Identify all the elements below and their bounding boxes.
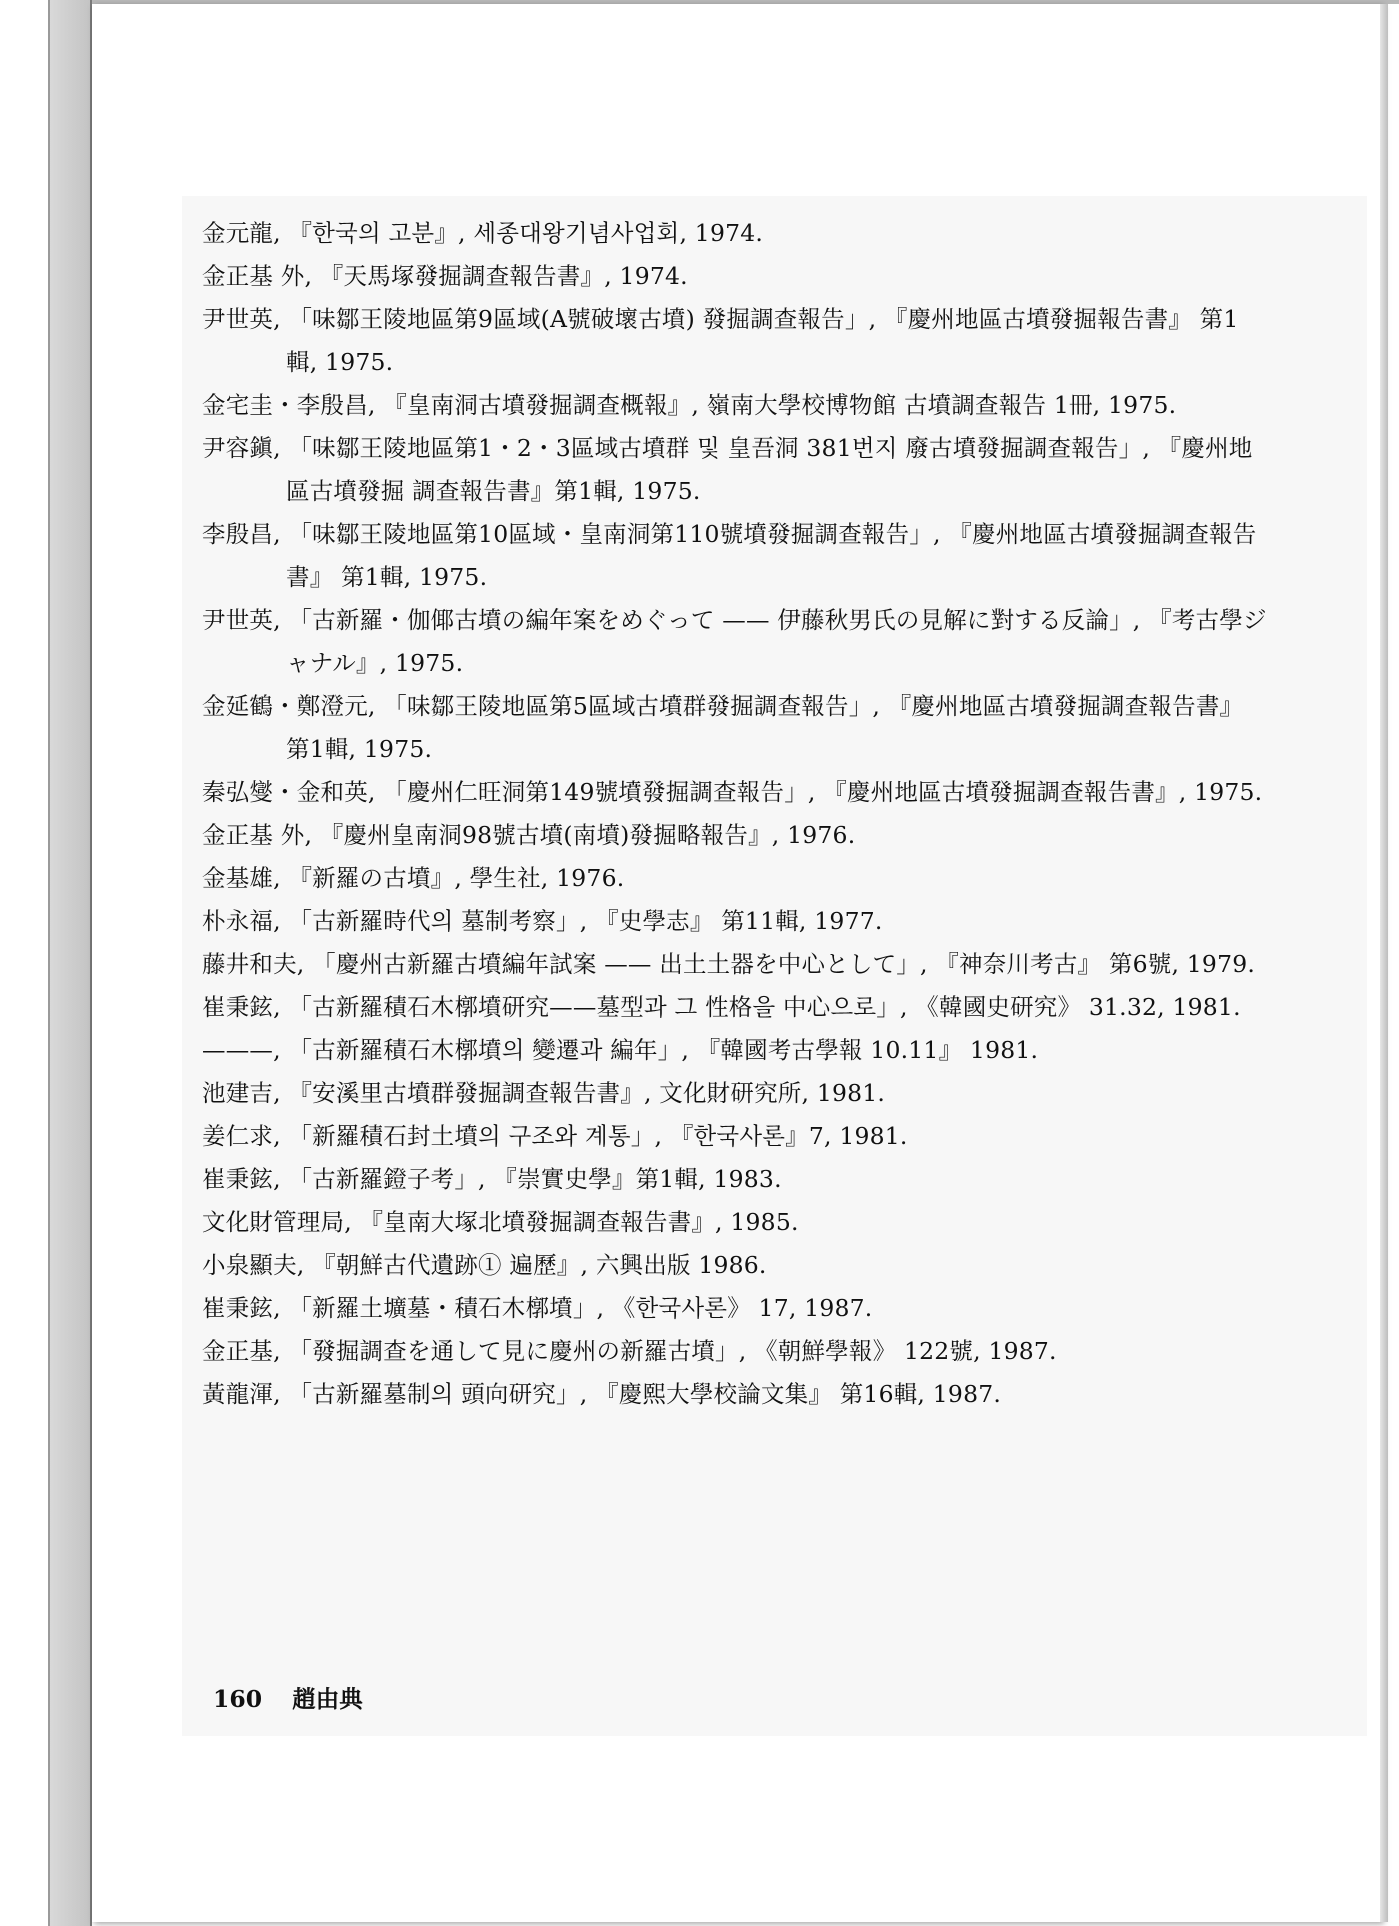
reference-item: 金正基 外, 『慶州皇南洞98號古墳(南墳)發掘略報告』, 1976. bbox=[202, 821, 856, 849]
reference-item: 尹世英, 「古新羅・伽倻古墳の編年案をめぐって —— 伊藤秋男氏の見解に對する反論」, 『考古學ジャナル』, 1975. bbox=[202, 606, 1267, 677]
reference-item: 金正基, 「發掘調查を通して見に慶州の新羅古墳」, 《朝鮮學報》 122號, 1987. bbox=[202, 1337, 1057, 1365]
reference-item: 崔秉鉉, 「古新羅積石木槨墳研究——墓型과 그 性格을 中心으로」, 《韓國史研究》 31.32, 1981. bbox=[202, 993, 1241, 1021]
reference-item: 金延鶴・鄭澄元, 「味鄒王陵地區第5區域古墳群發掘調查報告」, 『慶州地區古墳發掘調查報告書』 第1輯, 1975. bbox=[202, 692, 1244, 763]
page-edge-shadow bbox=[1380, 4, 1388, 1922]
reference-item: 金基雄, 『新羅の古墳』, 學生社, 1976. bbox=[202, 864, 625, 892]
reference-item: 黃龍渾, 「古新羅墓制의 頭向研究」, 『慶熙大學校論文集』 第16輯, 1987. bbox=[202, 1380, 1002, 1408]
reference-item: 金元龍, 『한국의 고분』, 세종대왕기념사업회, 1974. bbox=[202, 219, 764, 247]
reference-item: 姜仁求, 「新羅積石封土墳의 구조와 계통」, 『한국사론』7, 1981. bbox=[202, 1122, 908, 1150]
reference-item: ———, 「古新羅積石木槨墳의 變遷과 編年」, 『韓國考古學報 10.11』 1981. bbox=[202, 1036, 1039, 1064]
reference-item: 藤井和夫, 「慶州古新羅古墳編年試案 —— 出土土器を中心として」, 『神奈川考古』 第6號, 1979. bbox=[202, 950, 1256, 978]
reference-item: 池建吉, 『安溪里古墳群發掘調查報告書』, 文化財研究所, 1981. bbox=[202, 1079, 886, 1107]
reference-item: 崔秉鉉, 「古新羅鐙子考」, 『崇實史學』第1輯, 1983. bbox=[202, 1165, 782, 1193]
page-number: 160 bbox=[213, 1685, 263, 1713]
reference-item: 秦弘燮・金和英, 「慶州仁旺洞第149號墳發掘調查報告」, 『慶州地區古墳發掘調查報告書』, 1975. bbox=[202, 778, 1263, 806]
reference-item: 尹容鎭, 「味鄒王陵地區第1・2・3區域古墳群 및 皇吾洞 381번지 廢古墳發掘調查報告」, 『慶州地區古墳發掘 調查報告書』第1輯, 1975. bbox=[202, 434, 1253, 505]
reference-item: 文化財管理局, 『皇南大塚北墳發掘調查報告書』, 1985. bbox=[202, 1208, 799, 1236]
reference-item: 李殷昌, 「味鄒王陵地區第10區域・皇南洞第110號墳發掘調查報告」, 『慶州地區古墳發掘調查報告書』 第1輯, 1975. bbox=[202, 520, 1257, 591]
reference-item: 金正基 外, 『天馬塚發掘調查報告書』, 1974. bbox=[202, 262, 688, 290]
reference-item: 小泉顯夫, 『朝鮮古代遺跡① 遍歷』, 六興出版 1986. bbox=[202, 1251, 767, 1279]
reference-item: 尹世英, 「味鄒王陵地區第9區域(A號破壞古墳) 發掘調查報告」, 『慶州地區古墳發掘報告書』 第1輯, 1975. bbox=[202, 305, 1239, 376]
reference-item: 朴永福, 「古新羅時代의 墓制考察」, 『史學志』 第11輯, 1977. bbox=[202, 907, 883, 935]
reference-item: 崔秉鉉, 「新羅土壙墓・積石木槨墳」, 《한국사론》 17, 1987. bbox=[202, 1294, 873, 1322]
reference-item: 金宅圭・李殷昌, 『皇南洞古墳發掘調查概報』, 嶺南大學校博物館 古墳調查報告 1冊, 1975. bbox=[202, 391, 1177, 419]
page-footer bbox=[213, 1680, 363, 1714]
running-author: 趙由典 bbox=[292, 1685, 363, 1713]
book-spine bbox=[48, 0, 92, 1926]
reference-list bbox=[202, 212, 1267, 1416]
